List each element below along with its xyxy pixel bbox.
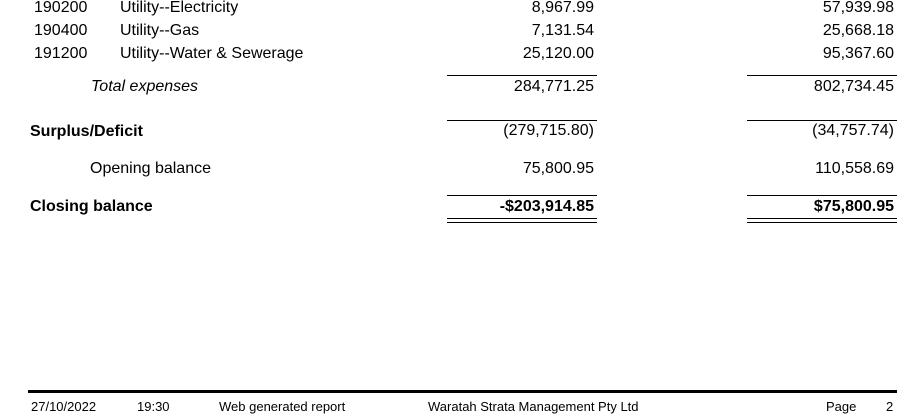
account-code: 190200: [34, 0, 88, 16]
previous-amount: 25,668.18: [822, 22, 894, 39]
footer-time: 19:30: [137, 399, 170, 414]
subtotal-rule: [747, 75, 897, 76]
previous-amount: 57,939.98: [822, 0, 894, 16]
surplus-label: Surplus/Deficit: [30, 123, 143, 140]
account-code: 190400: [34, 22, 88, 39]
footer-company: Waratah Strata Management Pty Ltd: [428, 399, 639, 414]
total-expenses-previous: 802,734.45: [813, 78, 894, 95]
opening-balance-current: 75,800.95: [522, 160, 594, 177]
current-amount: 7,131.54: [531, 22, 594, 39]
current-amount: 25,120.00: [522, 45, 594, 62]
footer-page-label: Page: [826, 399, 857, 414]
surplus-current: (279,715.80): [503, 122, 594, 139]
footer-page-number: 2: [886, 399, 894, 414]
opening-balance-previous: 110,558.69: [815, 160, 894, 177]
surplus-previous: (34,757.74): [812, 122, 894, 139]
current-amount: 8,967.99: [531, 0, 594, 16]
footer-report-type: Web generated report: [219, 399, 346, 414]
closing-balance-current: -$203,914.85: [499, 198, 594, 215]
closing-rule: [447, 195, 597, 196]
opening-balance-label: Opening balance: [90, 160, 211, 177]
account-code: 191200: [34, 45, 88, 62]
subtotal-rule: [447, 75, 597, 76]
total-expenses-label: Total expenses: [91, 78, 199, 95]
account-name: Utility--Electricity: [120, 0, 239, 16]
closing-balance-previous: $75,800.95: [813, 198, 894, 215]
account-name: Utility--Water & Sewerage: [120, 45, 304, 62]
previous-amount: 95,367.60: [822, 45, 894, 62]
double-underline: [447, 218, 597, 223]
closing-rule: [747, 195, 897, 196]
double-underline: [747, 218, 897, 223]
total-expenses-current: 284,771.25: [513, 78, 594, 95]
footer-date: 27/10/2022: [31, 399, 97, 414]
account-name: Utility--Gas: [120, 22, 200, 39]
closing-balance-label: Closing balance: [30, 198, 153, 215]
footer-rule: [28, 390, 897, 393]
